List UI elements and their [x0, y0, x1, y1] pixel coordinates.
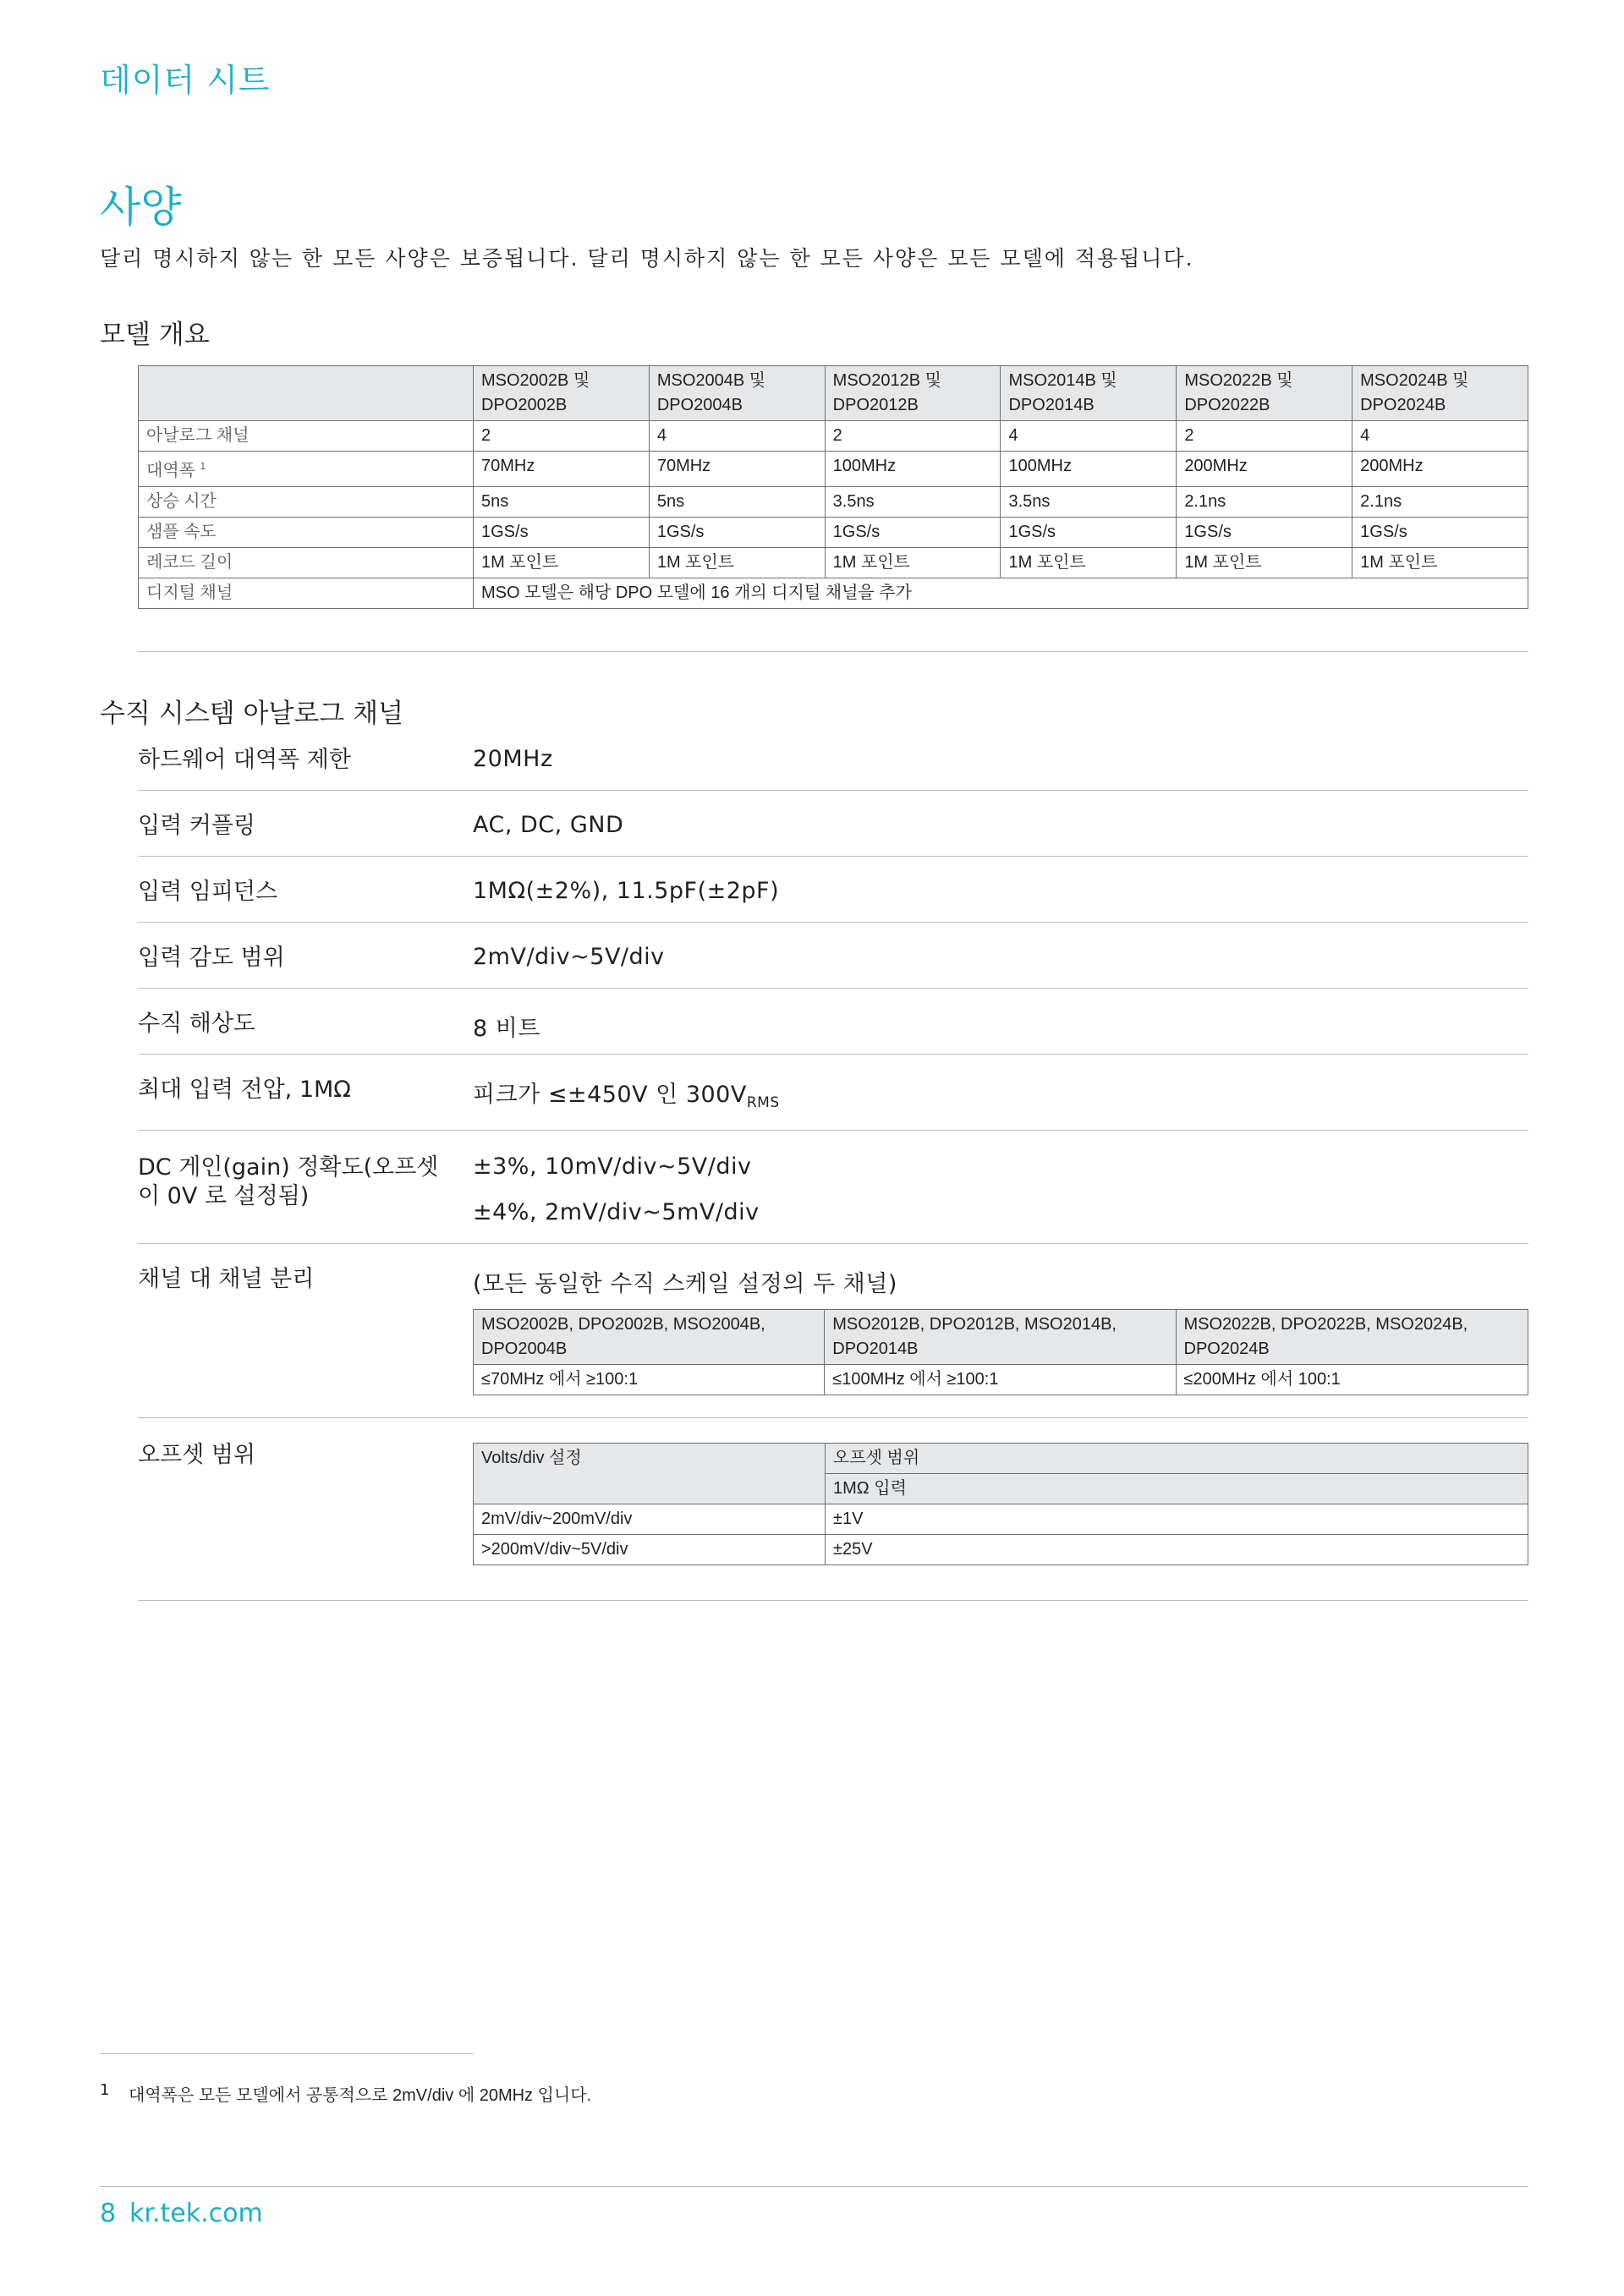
row-label: 상승 시간: [139, 486, 474, 517]
table-cell: 1GS/s: [1352, 517, 1528, 547]
isolation-column-header: MSO2022B, DPO2022B, MSO2024B, DPO2024B: [1176, 1310, 1528, 1365]
row-label: 아날로그 채널: [139, 421, 474, 452]
table-row: [474, 1504, 1528, 1535]
vertical-system-heading: 수직 시스템 아날로그 채널: [100, 699, 403, 729]
spec-label: 입력 감도 범위: [138, 945, 285, 971]
footer-link[interactable]: kr.tek.com: [129, 2199, 263, 2228]
table-cell: 2: [474, 421, 650, 452]
table-row: [139, 486, 1528, 517]
spec-value: 피크가 ≤±450V 인 $300V_{RMS}$: [473, 1082, 780, 1111]
spec-label: 하드웨어 대역폭 제한: [138, 747, 351, 773]
table-cell: 1M 포인트: [1177, 547, 1352, 578]
table-row: [139, 547, 1528, 578]
table-cell: 200MHz: [1177, 452, 1352, 487]
rms-subscript: RMS: [746, 1094, 780, 1111]
table-cell: ±1V: [826, 1504, 1528, 1535]
row-label: 디지털 채널: [139, 578, 474, 608]
table-cell: 1GS/s: [1177, 517, 1352, 547]
section-title: 사양: [100, 183, 182, 232]
divider: [138, 856, 1528, 857]
spec-value: ±3%, 10mV/div~5V/div: [473, 1153, 752, 1180]
divider: [138, 790, 1528, 791]
table-cell: 200MHz: [1352, 452, 1528, 487]
divider: [138, 1600, 1528, 1601]
table-header-row: [474, 1310, 1528, 1365]
table-cell: 70MHz: [649, 452, 825, 487]
spec-label: 입력 커플링: [138, 813, 255, 839]
table-header-empty: [139, 366, 474, 421]
table-cell: 2mV/div~200mV/div: [474, 1504, 826, 1535]
divider: [138, 1130, 1528, 1131]
doc-label: 데이터 시트: [100, 62, 271, 99]
table-cell: 1M 포인트: [1352, 547, 1528, 578]
offset-range-table: [473, 1443, 1528, 1565]
footnote-text: 대역폭은 모든 모델에서 공통적으로 2mV/div 에 20MHz 입니다.: [129, 2086, 592, 2105]
divider: [138, 922, 1528, 923]
spec-label: DC 게인(gain) 정확도(오프셋 이 0V 로 설정됨): [138, 1154, 439, 1209]
table-cell: 100MHz: [825, 452, 1001, 487]
spec-value: 1MΩ(±2%), 11.5pF(±2pF): [473, 878, 780, 904]
spec-value: AC, DC, GND: [473, 812, 624, 838]
model-overview-table: [138, 365, 1528, 609]
table-cell: 70MHz: [474, 452, 650, 487]
spec-label: 최대 입력 전압, 1MΩ: [138, 1077, 351, 1103]
divider: [138, 651, 1528, 652]
footer-rule: [100, 2186, 1528, 2187]
spec-value: (모든 동일한 수직 스케일 설정의 두 채널): [473, 1271, 897, 1297]
table-cell: 2.1ns: [1352, 486, 1528, 517]
spec-value: ±4%, 2mV/div~5mV/div: [473, 1199, 760, 1225]
model-column-header: MSO2014B 및 DPO2014B: [1001, 366, 1177, 421]
table-cell: 5ns: [474, 486, 650, 517]
table-row: [139, 452, 1528, 487]
divider: [138, 1417, 1528, 1418]
table-row: [139, 421, 1528, 452]
offset-subheader: 1MΩ 입력: [826, 1474, 1528, 1504]
spec-value: 20MHz: [473, 746, 553, 772]
model-column-header: MSO2004B 및 DPO2004B: [649, 366, 825, 421]
table-cell: >200mV/div~5V/div: [474, 1535, 826, 1565]
offset-column-header: 오프셋 범위: [826, 1444, 1528, 1474]
row-label: 샘플 속도: [139, 517, 474, 547]
table-cell: 2: [825, 421, 1001, 452]
offset-column-header: Volts/div 설정: [474, 1444, 826, 1504]
model-column-header: MSO2012B 및 DPO2012B: [825, 366, 1001, 421]
table-header-row: [139, 366, 1528, 421]
table-header-row: [474, 1444, 1528, 1474]
table-row: [474, 1365, 1528, 1395]
table-cell: 2: [1177, 421, 1352, 452]
page-number: 8: [100, 2199, 117, 2228]
table-cell: 4: [1352, 421, 1528, 452]
divider: [138, 1243, 1528, 1244]
spec-value: 8 비트: [473, 1016, 540, 1042]
table-cell: 5ns: [649, 486, 825, 517]
isolation-table: [473, 1309, 1528, 1395]
table-cell: 1M 포인트: [649, 547, 825, 578]
isolation-column-header: MSO2012B, DPO2012B, MSO2014B, DPO2014B: [825, 1310, 1176, 1365]
table-cell: 1GS/s: [474, 517, 650, 547]
table-cell: ±25V: [826, 1535, 1528, 1565]
table-cell: 1M 포인트: [1001, 547, 1177, 578]
table-cell: ≤100MHz 에서 ≥100:1: [825, 1365, 1176, 1395]
table-cell: 3.5ns: [1001, 486, 1177, 517]
table-row: [139, 517, 1528, 547]
divider: [138, 1054, 1528, 1055]
footnote-number: 1: [100, 2081, 110, 2099]
row-label: 레코드 길이: [139, 547, 474, 578]
table-cell: MSO 모델은 해당 DPO 모델에 16 개의 디지털 채널을 추가: [474, 578, 1528, 608]
model-overview-heading: 모델 개요: [100, 320, 210, 350]
model-column-header: MSO2002B 및 DPO2002B: [474, 366, 650, 421]
table-cell: 100MHz: [1001, 452, 1177, 487]
table-cell: 3.5ns: [825, 486, 1001, 517]
table-cell: ≤200MHz 에서 100:1: [1176, 1365, 1528, 1395]
spec-label: 오프셋 범위: [138, 1442, 255, 1468]
spec-label: 채널 대 채널 분리: [138, 1266, 315, 1292]
table-row: [139, 578, 1528, 608]
model-column-header: MSO2022B 및 DPO2022B: [1177, 366, 1352, 421]
spec-label: 수직 해상도: [138, 1011, 255, 1037]
spec-value: 2mV/div~5V/div: [473, 944, 665, 970]
divider: [138, 988, 1528, 989]
table-cell: 1M 포인트: [474, 547, 650, 578]
footnote-rule: [100, 2053, 474, 2054]
table-cell: 1GS/s: [1001, 517, 1177, 547]
table-cell: ≤70MHz 에서 ≥100:1: [474, 1365, 825, 1395]
isolation-column-header: MSO2002B, DPO2002B, MSO2004B, DPO2004B: [474, 1310, 825, 1365]
table-cell: 1GS/s: [649, 517, 825, 547]
table-cell: 4: [649, 421, 825, 452]
table-cell: 4: [1001, 421, 1177, 452]
table-cell: 2.1ns: [1177, 486, 1352, 517]
spec-label: 입력 임피던스: [138, 879, 278, 905]
table-cell: 1M 포인트: [825, 547, 1001, 578]
model-column-header: MSO2024B 및 DPO2024B: [1352, 366, 1528, 421]
table-row: [474, 1535, 1528, 1565]
row-label: 대역폭 $^1$: [139, 452, 474, 487]
intro-text: 달리 명시하지 않는 한 모든 사양은 보증됩니다. 달리 명시하지 않는 한 모든 사양은 모든 모델에 적용됩니다.: [100, 246, 1194, 271]
table-cell: 1GS/s: [825, 517, 1001, 547]
footnote-marker: 1: [200, 460, 206, 472]
